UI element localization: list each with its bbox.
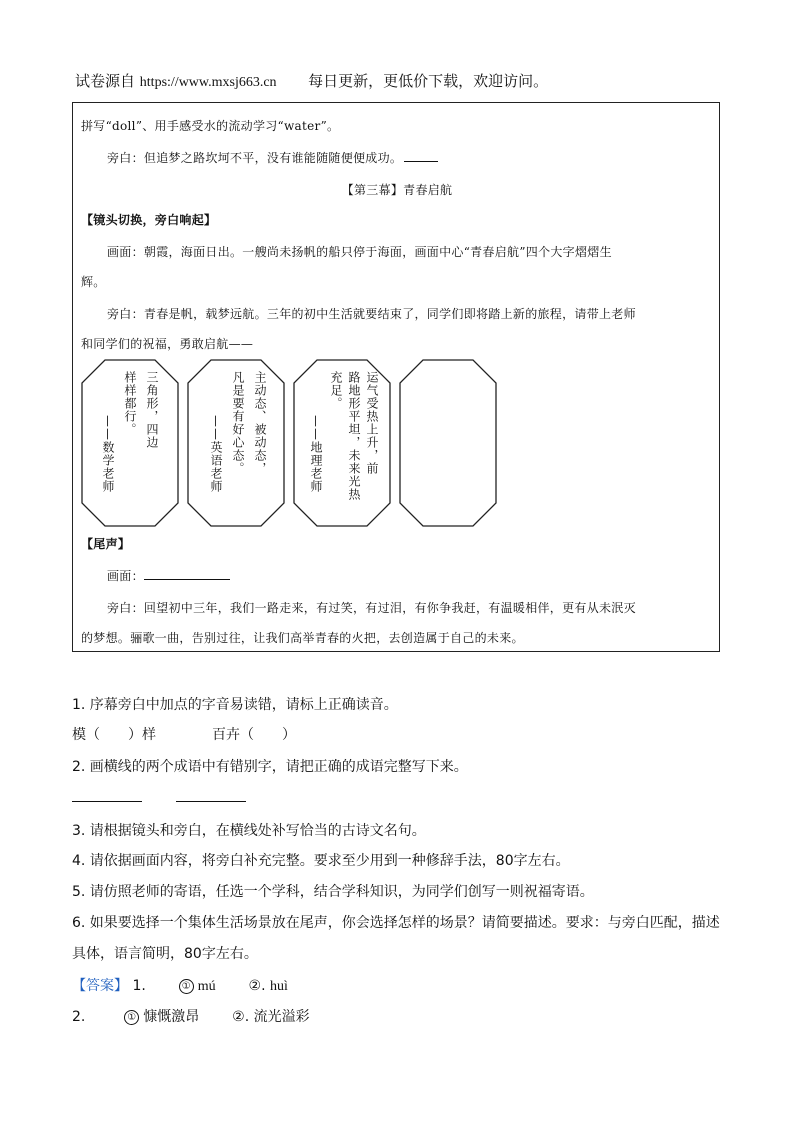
teacher-cards — [81, 359, 501, 529]
epilogue-narration-1: 旁白：回望初中三年，我们一路走来，有过笑，有过泪，有你争我赶，有温暖相伴，更有从未泯灭 — [107, 601, 636, 615]
answer-2-item-2: 流光溢彩 — [253, 1009, 310, 1025]
epilogue-scene — [107, 567, 230, 584]
card-col: 三角形，四边 — [145, 371, 159, 449]
card-english-teacher — [187, 359, 285, 527]
card-blank[interactable] — [399, 359, 497, 527]
answer-2-number: 2. — [72, 1009, 86, 1025]
answer-2-item-1: 慷慨激昂 — [143, 1009, 200, 1025]
scene-description-1: 画面：朝霞，海面日出。一艘尚未扬帆的船只停于海面，画面中心“青春启航”四个大字熠熠生 — [107, 245, 612, 259]
answer-tag: 【答案】 — [72, 978, 128, 994]
answer-blank[interactable] — [404, 149, 438, 162]
card-math-teacher — [81, 359, 179, 527]
circled-one-icon: ① — [179, 979, 194, 994]
script-box — [72, 102, 720, 652]
answer-2-item-2-mark: ②. — [232, 1009, 250, 1025]
camera-direction: 【镜头切换，旁白响起】 — [81, 213, 217, 227]
question-6-line-1: 6. 如果要选择一个集体生活场景放在尾声，你会选择怎样的场景？请简要描述。要求：与旁白匹配，描述 — [72, 915, 720, 931]
card-col: 运气受热上升，前 — [365, 371, 379, 475]
epilogue-title: 【尾声】 — [81, 537, 131, 551]
question-4: 4. 请依据画面内容，将旁白补充完整。要求至少用到一种修辞手法，80字左右。 — [72, 853, 570, 869]
circled-one-icon: ① — [124, 1010, 139, 1025]
answer-1-item-2-mark: ②. — [248, 978, 266, 994]
box-line-1: 拼写“doll”、用手感受水的流动学习“water”。 — [81, 119, 340, 133]
question-1-items: 模（ ）样 百卉（ ） — [72, 727, 296, 743]
card-col: 充足。 — [329, 371, 343, 410]
card-signature: ——英语老师 — [209, 415, 223, 493]
source-url[interactable]: https://www.mxsj663.cn — [139, 75, 277, 90]
answer-1-item-2: huì — [269, 979, 288, 994]
answer-blank[interactable] — [72, 801, 142, 802]
epilogue-narration-2: 的梦想。骊歌一曲，告别过往，让我们高举青春的火把，去创造属于自己的未来。 — [81, 631, 524, 645]
scene3-title: 【第三幕】青春启航 — [341, 183, 453, 197]
header-slogan: 每日更新，更低价下载，欢迎访问。 — [308, 72, 549, 90]
card-signature: ——数学老师 — [101, 415, 115, 493]
narration-youth-1: 旁白：青春是帆，载梦远航。三年的初中生活就要结束了，同学们即将踏上新的旅程，请带上老师 — [107, 307, 636, 321]
card-geography-teacher — [293, 359, 391, 527]
answer-1-number: 1. — [132, 978, 146, 994]
card-signature: ——地理老师 — [309, 415, 323, 493]
scene-description-2: 辉。 — [81, 275, 106, 289]
epilogue-scene-label: 画面： — [107, 569, 144, 583]
page-header — [75, 70, 548, 91]
box-narration-dream — [107, 149, 438, 166]
card-col: 样样都行。 — [123, 371, 137, 436]
answer-1 — [72, 975, 288, 995]
question-5: 5. 请仿照老师的寄语，任选一个学科，结合学科知识，为同学们创写一则祝福寄语。 — [72, 884, 594, 900]
source-label: 试卷源自 — [75, 72, 136, 90]
question-1: 1. 序幕旁白中加点的字音易读错，请标上正确读音。 — [72, 697, 398, 713]
answer-2 — [72, 1006, 310, 1026]
card-col: 凡是要有好心态。 — [231, 371, 245, 475]
card-col: 路地形平坦，未来光热 — [347, 371, 361, 501]
card-col: 主动态、被动态， — [253, 371, 267, 475]
answer-blank[interactable] — [176, 801, 246, 802]
octagon-frame-icon — [399, 359, 497, 527]
narration-dream-text: 旁白：但追梦之路坎坷不平，没有谁能随随便便成功。 — [107, 151, 403, 165]
question-6-line-2: 具体，语言简明，80字左右。 — [72, 946, 258, 962]
answer-blank[interactable] — [144, 567, 230, 580]
question-2: 2. 画横线的两个成语中有错别字，请把正确的成语完整写下来。 — [72, 759, 468, 775]
answer-1-item-1: mú — [197, 979, 216, 994]
question-3: 3. 请根据镜头和旁白，在横线处补写恰当的古诗文名句。 — [72, 823, 426, 839]
narration-youth-2: 和同学们的祝福，勇敢启航—— — [81, 337, 254, 351]
